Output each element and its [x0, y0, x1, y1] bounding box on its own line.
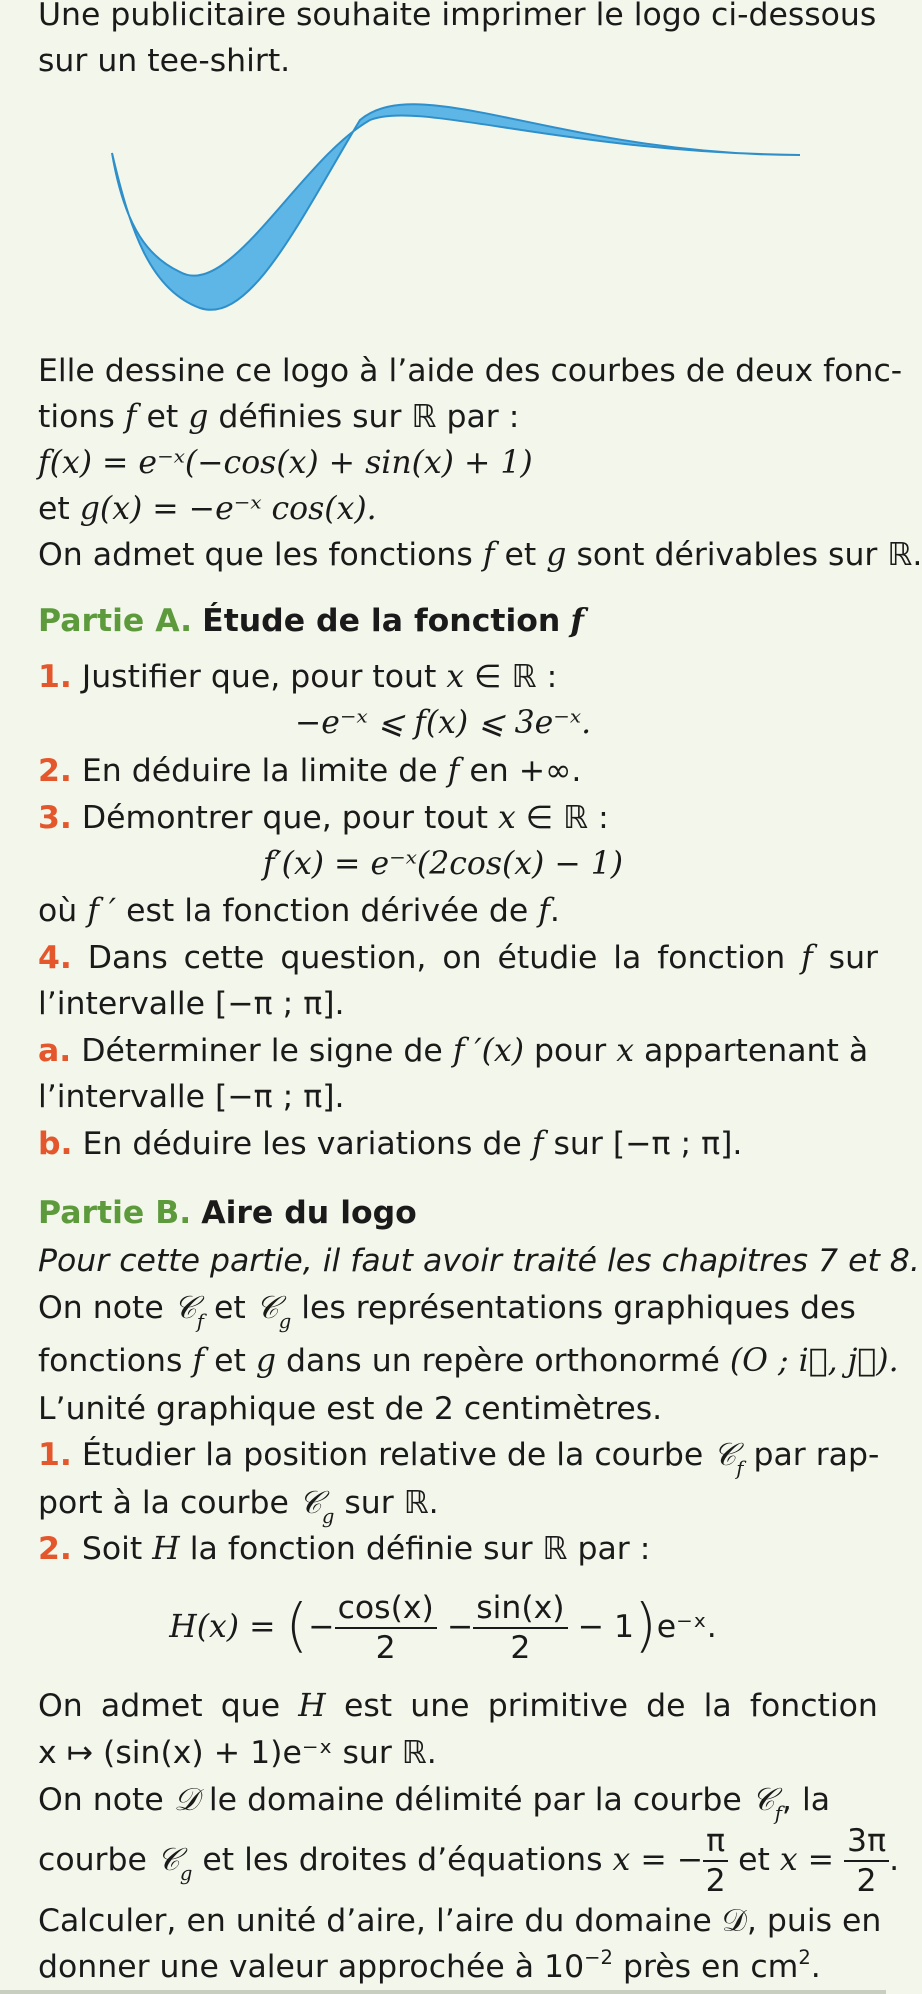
partA-q2: 2. En déduire la limite de f en +∞. [38, 753, 582, 789]
partB-line-3: L’unité graphique est de 2 centimètres. [38, 1391, 663, 1427]
partA-heading: Partie A. Étude de la fonction f [38, 602, 584, 639]
logo-graphic [0, 80, 886, 340]
desc-line-2: tions f et g définies sur ℝ par : [38, 399, 520, 435]
logo-shape [112, 104, 800, 310]
desc-line-5: On admet que les fonctions f et g sont dérivables sur ℝ. [38, 537, 922, 573]
partB-admet: On admet que H est une primitive de la fonction [38, 1688, 878, 1724]
f-definition: f(x) = e⁻ˣ(−cos(x) + sin(x) + 1) [38, 445, 533, 481]
partB-calc-line1: Calculer, en unité d’aire, l’aire du domaine 𝒟, puis en [38, 1903, 882, 1939]
partB-q1: 1. Étudier la position relative de la courbe 𝒞$_f$ par rap- [38, 1437, 880, 1480]
partB-note: Pour cette partie, il faut avoir traité les chapitres 7 et 8. [38, 1243, 920, 1279]
partB-heading: Partie B. Aire du logo [38, 1195, 417, 1231]
partA-qb: b. En déduire les variations de f sur [−π ; π]. [38, 1126, 743, 1162]
partA-q1: 1. Justifier que, pour tout x ∈ ℝ : [38, 659, 558, 695]
intro-line-1: Une publicitaire souhaite imprimer le logo ci-dessous [38, 0, 877, 33]
partB-q2: 2. Soit H la fonction définie sur ℝ par : [38, 1531, 651, 1567]
partB-domain-line2: courbe 𝒞$_g$ et les droites d’équations x = − $\frac{\pi}{2}$ et x = $\frac{3\pi}{2}$ . [38, 1823, 900, 1899]
partB-admet-line2: x ↦ (sin(x) + 1)e⁻ˣ sur ℝ. [38, 1735, 437, 1771]
intro-line-2: sur un tee-shirt. [38, 43, 291, 79]
bottom-divider [0, 1990, 886, 1994]
partA-q3-after: où f ′ est la fonction dérivée de f. [38, 893, 560, 929]
partB-domain-line1: On note 𝒟 le domaine délimité par la courbe 𝒞$_f$, la [38, 1782, 831, 1825]
partA-q4-line2: l’intervalle [−π ; π]. [38, 986, 345, 1022]
partA-qa: a. Déterminer le signe de f ′(x) pour x appartenant à [38, 1033, 869, 1069]
partA-q1-formula: −e⁻ˣ ⩽ f(x) ⩽ 3e⁻ˣ. [294, 705, 592, 741]
partA-q4: 4. Dans cette question, on étudie la fonction f sur [38, 940, 878, 976]
g-definition: et g(x) = −e⁻ˣ cos(x). [38, 491, 377, 527]
partA-qa-line2: l’intervalle [−π ; π]. [38, 1079, 345, 1115]
partB-q1-line2: port à la courbe 𝒞$_g$ sur ℝ. [38, 1485, 439, 1528]
partA-q3-formula: f′(x) = e⁻ˣ(2cos(x) − 1) [262, 846, 624, 882]
partA-q3: 3. Démontrer que, pour tout x ∈ ℝ : [38, 800, 609, 836]
partB-calc-line2: donner une valeur approchée à $10^{-2}$ près en $cm^2$. [38, 1946, 821, 1985]
partB-line-2: fonctions f et g dans un repère orthonormé (O ; i⃗, j⃗). [38, 1343, 899, 1379]
partB-line-1: On note 𝒞$_f$ et 𝒞$_g$ les représentations graphiques des [38, 1290, 856, 1333]
H-formula: H(x) = (− $\frac{\cos(x)}{2}$ − $\frac{\sin(x)}{2}$ − 1)e⁻ˣ. [169, 1590, 717, 1666]
desc-line-1: Elle dessine ce logo à l’aide des courbes de deux fonc- [38, 353, 903, 389]
